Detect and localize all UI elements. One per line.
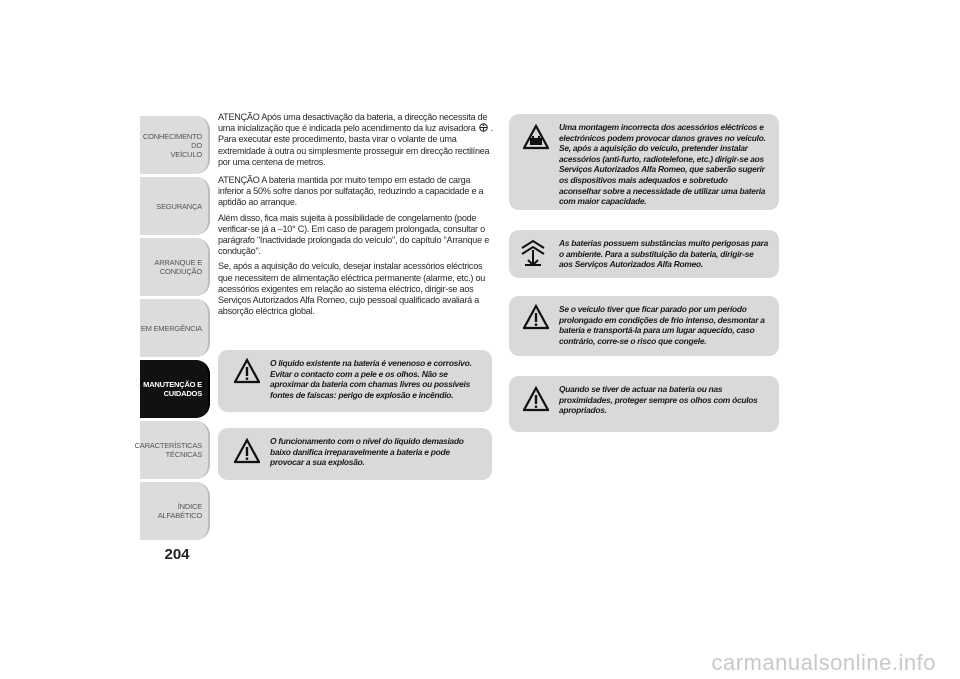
warning-box-eyes xyxy=(509,376,779,432)
tab-em-emergencia[interactable]: EM EMERGÊNCIA xyxy=(140,299,210,357)
environment-icon xyxy=(519,238,547,268)
warning-triangle-icon xyxy=(234,358,260,384)
warning-box-environment xyxy=(509,230,779,278)
tab-arranque-e-conducao[interactable]: ARRANQUE E CONDUÇÃO xyxy=(140,238,210,296)
tab-caracteristicas-tecnicas[interactable]: CARACTERÍSTICAS TÉCNICAS xyxy=(140,421,210,479)
warning-box-low-level xyxy=(218,428,492,480)
warning-text-environment: As baterias possuem substâncias muito perigosas para o ambiente. Para a substituição da bateria, dirigir-se aos Serviços Autorizados Alfa Romeo. xyxy=(559,238,769,270)
tab-conhecimento-do-veiculo[interactable]: CONHECIMENTO DO VEÍCULO xyxy=(140,116,210,174)
warning-text-corrosive: O líquido existente na bateria é venenoso e corrosivo. Evitar o contacto com a pele e os olhos. Não se aproximar da bateria com chamas livres ou possíveis fontes de faíscas: perigo de explosão e incêndio. xyxy=(270,358,472,400)
warning-text-eyes: Quando se tiver de actuar na bateria ou nas proximidades, proteger sempre os olhos com óculos apropriados. xyxy=(559,384,758,416)
watermark: carmanualsonline.info xyxy=(711,650,936,675)
body-text-column xyxy=(218,112,494,324)
tab-seguranca[interactable]: SEGURANÇA xyxy=(140,177,210,235)
warning-text-accessories: Uma montagem incorrecta dos acessórios eléctricos e electrónicos podem provocar danos graves no veículo. Se, após a aquisição do veículo, pretender instalar acessórios (anti-furto, radiotelefone, etc.) dirigir-se aos Serviços Autorizados Alfa Romeo, que saberão sugerir os dispositivos mais adequados e sobretudo aconselhar sobre a necessidade de utilizar uma bateria com maior capacidade. xyxy=(559,122,766,207)
warning-text-cold: Se o veículo tiver que ficar parado por um período prolongado em condições de frio intenso, desmontar a bateria e transportá-la para um lugar aquecido, caso contrário, corre-se o risco que congele. xyxy=(559,304,765,346)
battery-warning-icon xyxy=(523,124,549,150)
paragraph-battery-charge: ATENÇÃO A bateria mantida por muito tempo em estado de carga inferior a 50% sofre danos por sulfatação, reduzindo a capacidade e a aptidão ao arranque. xyxy=(218,175,484,208)
paragraph-steering-init: ATENÇÃO Após uma desactivação da bateria, a direcção necessita de uma inicialização que é indicada pelo acendimento da luz avisadora . Para executar este procedimento, basta virar o volante de uma extremidade à outra ou simplesmente prosseguir em direcção rectilínea por uma centena de metros. xyxy=(218,112,493,167)
tab-manutencao-e-cuidados[interactable]: MANUTENÇÃO E CUIDADOS xyxy=(140,360,210,418)
paragraph-accessories: Se, após a aquisição do veículo, desejar instalar acessórios eléctricos que necessitem de alimentação eléctrica permanente (alarme, etc.) ou acessórios exigentes em relação ao sistema eléctrico, dirigir-se aos Serviços Autorizados Alfa Romeo, cujo pessoal qualificado avaliará a absorção eléctrica global. xyxy=(218,261,486,317)
page-number: 204 xyxy=(164,546,190,563)
steering-warning-icon xyxy=(478,123,489,132)
tab-indice-alfabetico[interactable]: ÍNDICE ALFABÉTICO xyxy=(140,482,210,540)
warning-text-low-level: O funcionamento com o nível do líquido demasiado baixo danifica irreparavelmente a bateria e pode provocar a sua explosão. xyxy=(270,436,464,468)
warning-triangle-icon xyxy=(234,438,260,464)
warning-box-accessories xyxy=(509,114,779,210)
warning-box-corrosive xyxy=(218,350,492,412)
warning-triangle-icon xyxy=(523,304,549,330)
warning-box-cold xyxy=(509,296,779,356)
warning-triangle-icon xyxy=(523,386,549,412)
paragraph-freezing: Além disso, fica mais sujeita à possibilidade de congelamento (pode verificar-se já a –10° C). Em caso de paragem prolongada, consultar o parágrafo "Inactividade prolongada do veículo", do capítulo "Arranque e condução". xyxy=(218,212,490,257)
